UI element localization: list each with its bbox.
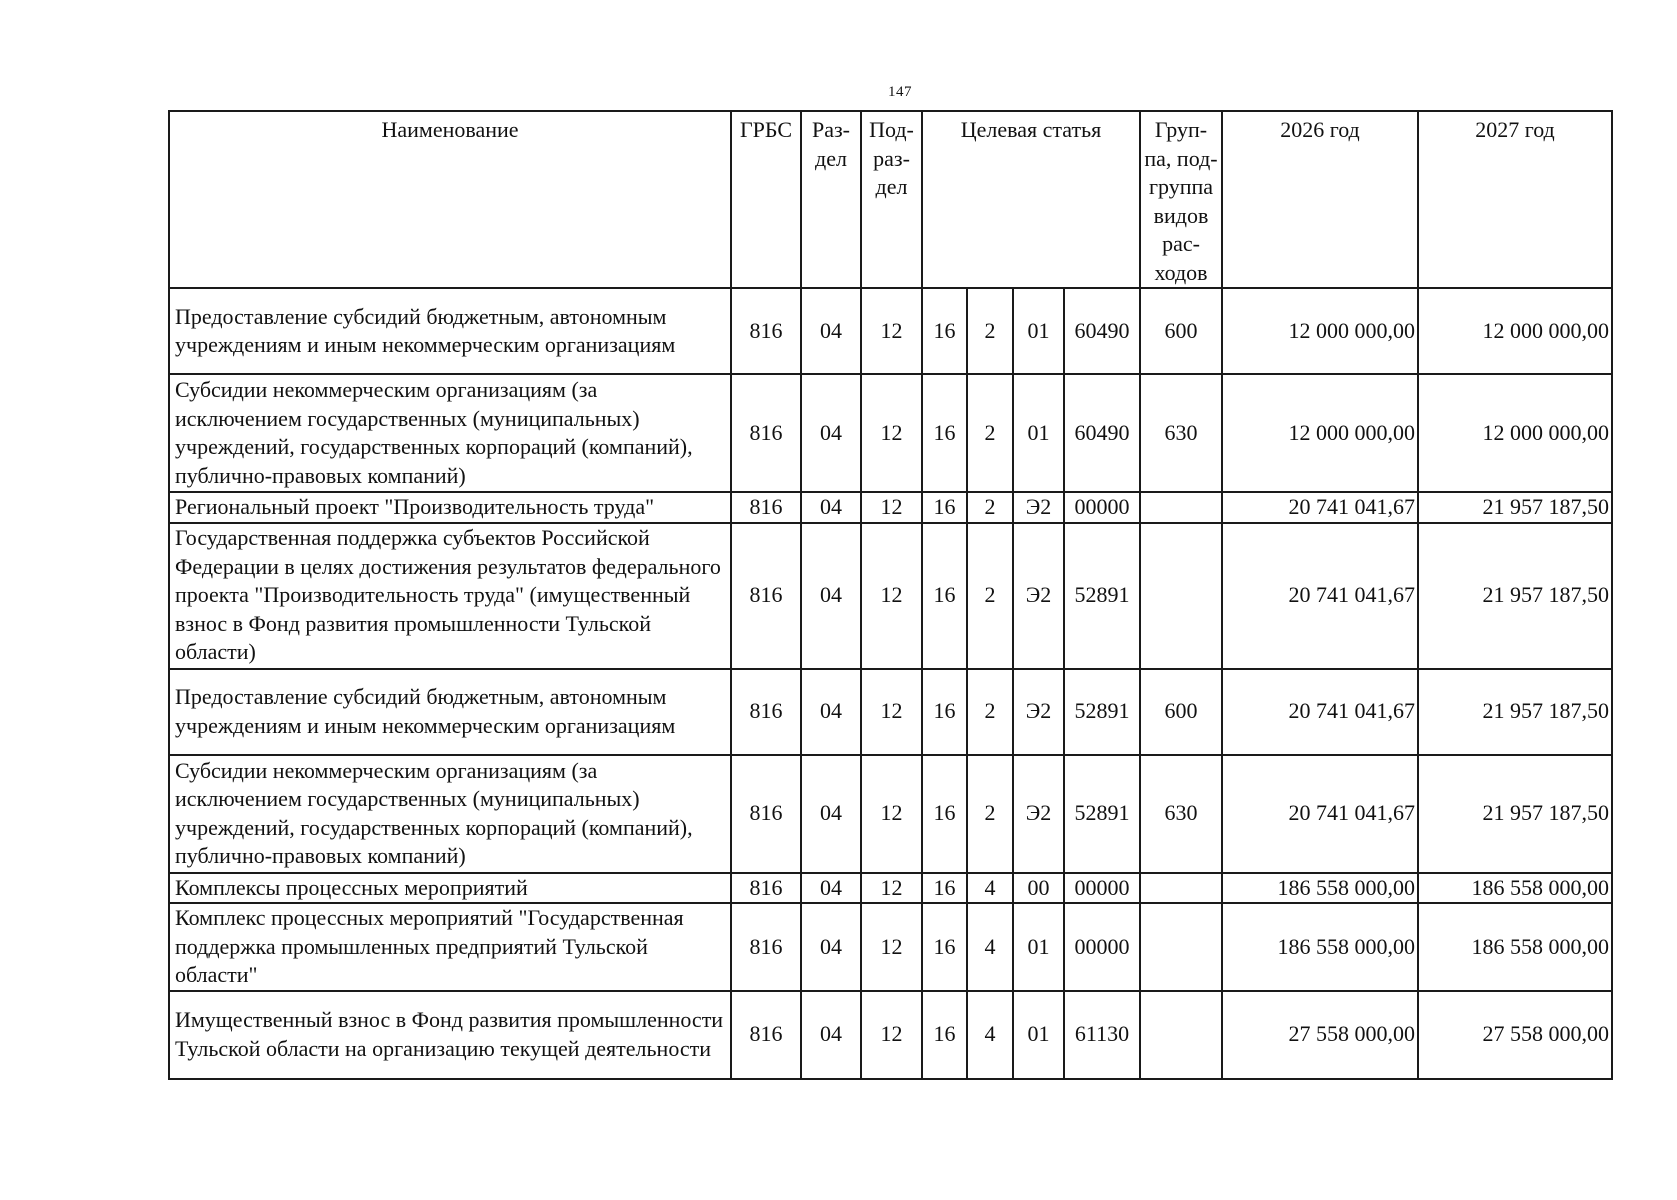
row-podrazdel: 12 [861, 288, 922, 374]
row-name: Предоставление субсидий бюджетным, автономным учреждениям и иным некоммерческим организациям [169, 669, 731, 755]
row-target-project: 01 [1013, 374, 1064, 492]
row-amount-2027: 21 957 187,50 [1418, 523, 1612, 669]
row-target-project: Э2 [1013, 523, 1064, 669]
row-grbs: 816 [731, 991, 801, 1079]
row-razdel: 04 [801, 374, 861, 492]
table-body [169, 288, 1612, 1079]
row-target-type: 2 [967, 288, 1013, 374]
row-amount-2026: 186 558 000,00 [1222, 903, 1418, 991]
row-expense-group: 630 [1140, 374, 1222, 492]
row-target-type: 2 [967, 669, 1013, 755]
row-razdel: 04 [801, 288, 861, 374]
column-header-target: Целевая статья [922, 111, 1140, 288]
row-expense-group [1140, 523, 1222, 669]
row-amount-2027: 186 558 000,00 [1418, 873, 1612, 904]
column-header-podrazdel: Под- раз- дел [861, 111, 922, 288]
row-podrazdel: 12 [861, 523, 922, 669]
table-row [169, 873, 1612, 904]
row-target-type: 4 [967, 991, 1013, 1079]
table-row [169, 991, 1612, 1079]
table-row [169, 492, 1612, 523]
row-amount-2027: 21 957 187,50 [1418, 669, 1612, 755]
table-row [169, 374, 1612, 492]
row-podrazdel: 12 [861, 755, 922, 873]
row-amount-2026: 20 741 041,67 [1222, 755, 1418, 873]
row-amount-2027: 27 558 000,00 [1418, 991, 1612, 1079]
row-expense-group [1140, 991, 1222, 1079]
row-target-type: 4 [967, 903, 1013, 991]
row-target-project: 01 [1013, 288, 1064, 374]
row-name: Государственная поддержка субъектов Российской Федерации в целях достижения результатов федерального проекта "Производительность труда" (имущественный взнос в Фонд развития промышленности Тульской области) [169, 523, 731, 669]
row-grbs: 816 [731, 492, 801, 523]
row-target-type: 2 [967, 492, 1013, 523]
row-target-project: 01 [1013, 991, 1064, 1079]
row-name: Комплекс процессных мероприятий "Государственная поддержка промышленных предприятий Тульской области" [169, 903, 731, 991]
row-target-type: 2 [967, 523, 1013, 669]
row-target-program: 16 [922, 374, 967, 492]
row-name: Предоставление субсидий бюджетным, автономным учреждениям и иным некоммерческим организациям [169, 288, 731, 374]
column-header-razdel: Раз- дел [801, 111, 861, 288]
row-target-program: 16 [922, 669, 967, 755]
column-header-name: Наименование [169, 111, 731, 288]
row-target-direction: 00000 [1064, 903, 1140, 991]
row-razdel: 04 [801, 991, 861, 1079]
row-expense-group: 600 [1140, 288, 1222, 374]
row-name: Комплексы процессных мероприятий [169, 873, 731, 904]
row-grbs: 816 [731, 755, 801, 873]
row-target-program: 16 [922, 523, 967, 669]
row-amount-2027: 12 000 000,00 [1418, 374, 1612, 492]
row-razdel: 04 [801, 903, 861, 991]
row-podrazdel: 12 [861, 991, 922, 1079]
row-expense-group [1140, 903, 1222, 991]
row-target-program: 16 [922, 755, 967, 873]
row-amount-2026: 12 000 000,00 [1222, 288, 1418, 374]
row-amount-2027: 186 558 000,00 [1418, 903, 1612, 991]
row-amount-2026: 186 558 000,00 [1222, 873, 1418, 904]
row-amount-2027: 12 000 000,00 [1418, 288, 1612, 374]
row-grbs: 816 [731, 903, 801, 991]
row-grbs: 816 [731, 523, 801, 669]
column-header-2026: 2026 год [1222, 111, 1418, 288]
budget-table [168, 110, 1613, 1080]
row-target-direction: 00000 [1064, 873, 1140, 904]
row-razdel: 04 [801, 873, 861, 904]
row-target-program: 16 [922, 288, 967, 374]
row-amount-2026: 27 558 000,00 [1222, 991, 1418, 1079]
row-podrazdel: 12 [861, 669, 922, 755]
table-row [169, 669, 1612, 755]
column-header-grbs: ГРБС [731, 111, 801, 288]
row-name: Имущественный взнос в Фонд развития промышленности Тульской области на организацию текущей деятельности [169, 991, 731, 1079]
row-amount-2027: 21 957 187,50 [1418, 755, 1612, 873]
row-target-project: Э2 [1013, 755, 1064, 873]
row-name: Субсидии некоммерческим организациям (за исключением государственных (муниципальных) учреждений, государственных корпораций (компаний), публично-правовых компаний) [169, 755, 731, 873]
row-target-program: 16 [922, 903, 967, 991]
row-amount-2026: 20 741 041,67 [1222, 492, 1418, 523]
row-target-direction: 52891 [1064, 523, 1140, 669]
row-expense-group: 630 [1140, 755, 1222, 873]
row-amount-2027: 21 957 187,50 [1418, 492, 1612, 523]
table-row [169, 523, 1612, 669]
row-target-program: 16 [922, 492, 967, 523]
row-amount-2026: 20 741 041,67 [1222, 523, 1418, 669]
row-target-direction: 61130 [1064, 991, 1140, 1079]
row-expense-group [1140, 873, 1222, 904]
row-target-direction: 60490 [1064, 374, 1140, 492]
row-target-project: 00 [1013, 873, 1064, 904]
row-grbs: 816 [731, 374, 801, 492]
table-row [169, 903, 1612, 991]
table-row [169, 755, 1612, 873]
row-podrazdel: 12 [861, 374, 922, 492]
row-target-project: Э2 [1013, 492, 1064, 523]
column-header-group: Груп- па, под- группа видов рас- ходов [1140, 111, 1222, 288]
column-header-2027: 2027 год [1418, 111, 1612, 288]
row-amount-2026: 20 741 041,67 [1222, 669, 1418, 755]
row-target-project: Э2 [1013, 669, 1064, 755]
row-target-program: 16 [922, 991, 967, 1079]
row-target-direction: 60490 [1064, 288, 1140, 374]
row-target-type: 2 [967, 374, 1013, 492]
row-razdel: 04 [801, 492, 861, 523]
row-grbs: 816 [731, 669, 801, 755]
page-number: 147 [888, 84, 912, 100]
table-header [169, 111, 1612, 288]
row-target-program: 16 [922, 873, 967, 904]
row-target-project: 01 [1013, 903, 1064, 991]
row-target-type: 2 [967, 755, 1013, 873]
row-podrazdel: 12 [861, 903, 922, 991]
row-grbs: 816 [731, 873, 801, 904]
row-name: Региональный проект "Производительность труда" [169, 492, 731, 523]
row-razdel: 04 [801, 523, 861, 669]
row-expense-group: 600 [1140, 669, 1222, 755]
row-target-direction: 52891 [1064, 669, 1140, 755]
row-grbs: 816 [731, 288, 801, 374]
row-podrazdel: 12 [861, 873, 922, 904]
row-razdel: 04 [801, 755, 861, 873]
row-razdel: 04 [801, 669, 861, 755]
row-target-type: 4 [967, 873, 1013, 904]
table-row [169, 288, 1612, 374]
row-target-direction: 00000 [1064, 492, 1140, 523]
row-name: Субсидии некоммерческим организациям (за исключением государственных (муниципальных) учреждений, государственных корпораций (компаний), публично-правовых компаний) [169, 374, 731, 492]
row-amount-2026: 12 000 000,00 [1222, 374, 1418, 492]
row-podrazdel: 12 [861, 492, 922, 523]
row-expense-group [1140, 492, 1222, 523]
row-target-direction: 52891 [1064, 755, 1140, 873]
